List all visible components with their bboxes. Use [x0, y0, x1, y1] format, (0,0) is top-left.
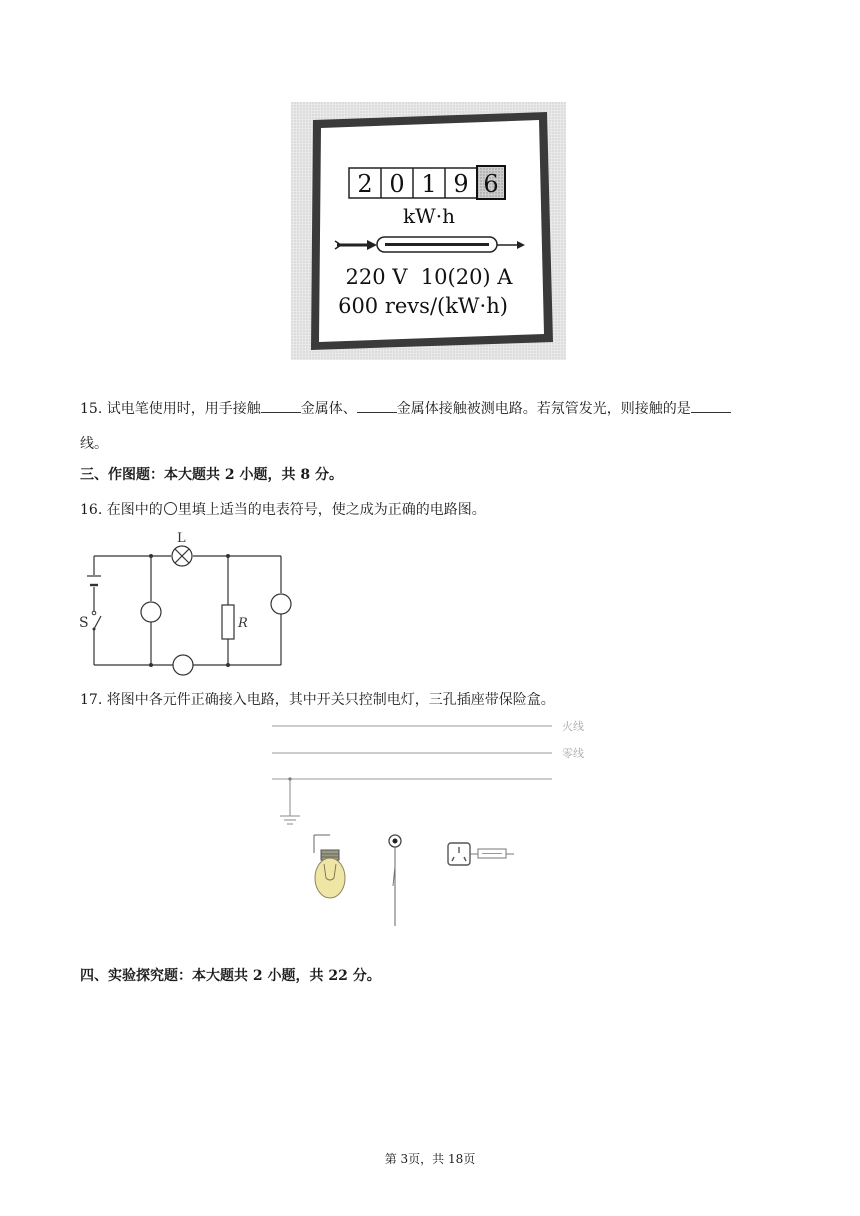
resistor-label: R — [238, 616, 248, 631]
question-16 — [80, 500, 486, 520]
meter-circle-right — [271, 594, 291, 614]
q15-blank-2 — [357, 398, 397, 413]
switch-symbol — [79, 611, 101, 631]
socket-with-fuse-icon — [448, 843, 514, 865]
q15-text-2: 金属体、 — [300, 401, 357, 417]
meter-digit-2: 0 — [389, 170, 405, 198]
q16-text-prefix: 16. 在图中的 — [80, 502, 163, 518]
neutral-label: 零线 — [562, 747, 584, 760]
circuit-svg — [76, 531, 286, 679]
circuit-diagram — [76, 531, 286, 679]
switch-label: S — [79, 615, 89, 631]
page-footer: 第 3页，共 18页 — [384, 1152, 476, 1166]
meter-digit-5: 6 — [483, 170, 499, 198]
meter-circle-left — [141, 602, 161, 622]
section-3-heading: 三、作图题：本大题共 2 小题，共 8 分。 — [80, 467, 343, 483]
question-15 — [80, 398, 731, 419]
meter-rating: 220 V 10(20) A — [345, 265, 513, 289]
meter-circle-symbol — [164, 502, 177, 515]
meter-revs: 600 revs/(kW·h) — [338, 294, 508, 318]
q15-blank-1 — [261, 398, 301, 413]
meter-digit-1: 2 — [357, 170, 373, 198]
wall-switch-icon — [389, 835, 401, 926]
question-17: 17. 将图中各元件正确接入电路，其中开关只控制电灯，三孔插座带保险盒。 — [80, 692, 555, 708]
meter-digits — [349, 166, 505, 199]
live-label: 火线 — [562, 720, 584, 733]
lamp-symbol — [172, 531, 192, 566]
ground-icon — [280, 777, 300, 824]
meter-illustration — [291, 102, 566, 360]
light-bulb-icon — [314, 835, 345, 898]
q15-text-3: 金属体接触被测电路。若氖管发光，则接触的是 — [396, 401, 691, 417]
section-4-heading: 四、实验探究题：本大题共 2 小题，共 22 分。 — [80, 968, 381, 984]
q16-text-suffix: 里填上适当的电表符号，使之成为正确的电路图。 — [177, 502, 486, 518]
wiring-svg — [266, 716, 596, 934]
meter-circle-bottom — [173, 655, 193, 675]
meter-figure — [291, 102, 566, 360]
meter-unit: kW·h — [403, 204, 455, 228]
question-15-continued: 线。 — [80, 436, 108, 452]
q15-text-1: 15. 试电笔使用时，用手接触 — [80, 401, 261, 417]
meter-digit-4: 9 — [453, 170, 469, 198]
q15-blank-3 — [691, 398, 731, 413]
resistor-symbol — [222, 605, 248, 639]
wiring-diagram — [266, 716, 596, 934]
lamp-label: L — [177, 531, 186, 546]
battery-symbol — [87, 576, 101, 585]
meter-digit-3: 1 — [421, 170, 437, 198]
